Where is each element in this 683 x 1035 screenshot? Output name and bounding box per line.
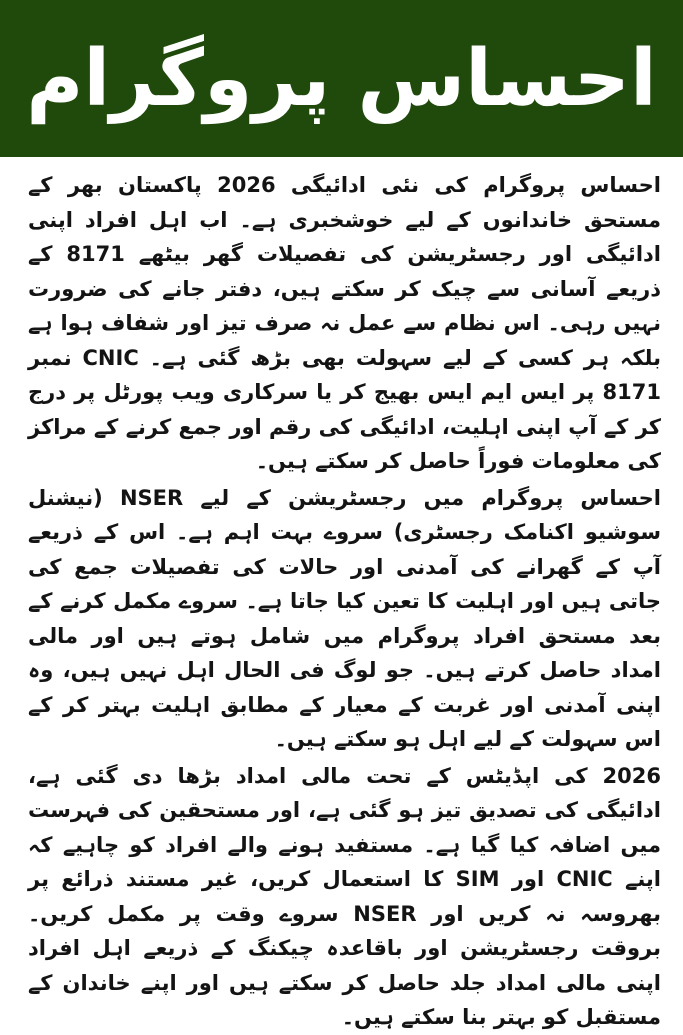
paragraph-3: 2026 کی اپڈیٹس کے تحت مالی امداد بڑھا دی گئی ہے، ادائیگی کی تصدیق تیز ہو گئی ہے، اور مستحقین کی فہرست میں اضافہ کیا گیا ہے۔ مستفید ہونے والے افراد کو چاہیے کہ اپنے CNIC اور SIM کا استعمال کریں، غیر مستند ذرائع پر بھروسہ نہ کریں اور NSER سروے وقت پر مکمل کریں۔ بروقت رجسٹریشن اور باقاعدہ چیکنگ کے ذریعے اہل افراد اپنی مالی امداد جلد حاصل کر سکتے ہیں اور اپنے خاندان کے مستقبل کو بہتر بنا سکتے ہیں۔ bbox=[28, 763, 661, 1029]
article-body bbox=[28, 168, 662, 1029]
header-banner bbox=[0, 0, 683, 157]
paragraph-2: احساس پروگرام میں رجسٹریشن کے لیے NSER (نیشنل سوشیو اکنامک رجسٹری) سروے بہت اہم ہے۔ اس کے ذریعے آپ کے گھرانے کی آمدنی اور حالات کی تفصیلات جمع کی جاتی ہیں اور اہلیت کا تعین کیا جاتا ہے۔ سروے مکمل کرنے کے بعد مستحق افراد پروگرام میں شامل ہوتے ہیں اور مالی امداد حاصل کرتے ہیں۔ جو لوگ فی الحال اہل نہیں ہیں، وہ اپنی آمدنی اور غربت کے معیار کے مطابق اہلیت بہتر کر کے اس سہولت کے لیے اہل ہو سکتے ہیں۔ bbox=[28, 485, 661, 751]
page-title: احساس پروگرام bbox=[26, 33, 657, 124]
paragraph-1: احساس پروگرام کی نئی ادائیگی 2026 پاکستان بھر کے مستحق خاندانوں کے لیے خوشخبری ہے۔ اب اہل افراد اپنی ادائیگی اور رجسٹریشن کی تفصیلات گھر بیٹھے 8171 کے ذریعے آسانی سے چیک کر سکتے ہیں، دفتر جانے کی ضرورت نہیں رہی۔ اس نظام سے عمل نہ صرف تیز اور شفاف ہوا ہے بلکہ ہر کسی کے لیے سہولت بھی بڑھ گئی ہے۔ CNIC نمبر 8171 پر ایس ایم ایس بھیج کر یا سرکاری ویب پورٹل پر درج کر کے آپ اپنی اہلیت، ادائیگی کی رقم اور جمع کرنے کے مراکز کی معلومات فوراً حاصل کر سکتے ہیں۔ bbox=[28, 173, 662, 473]
